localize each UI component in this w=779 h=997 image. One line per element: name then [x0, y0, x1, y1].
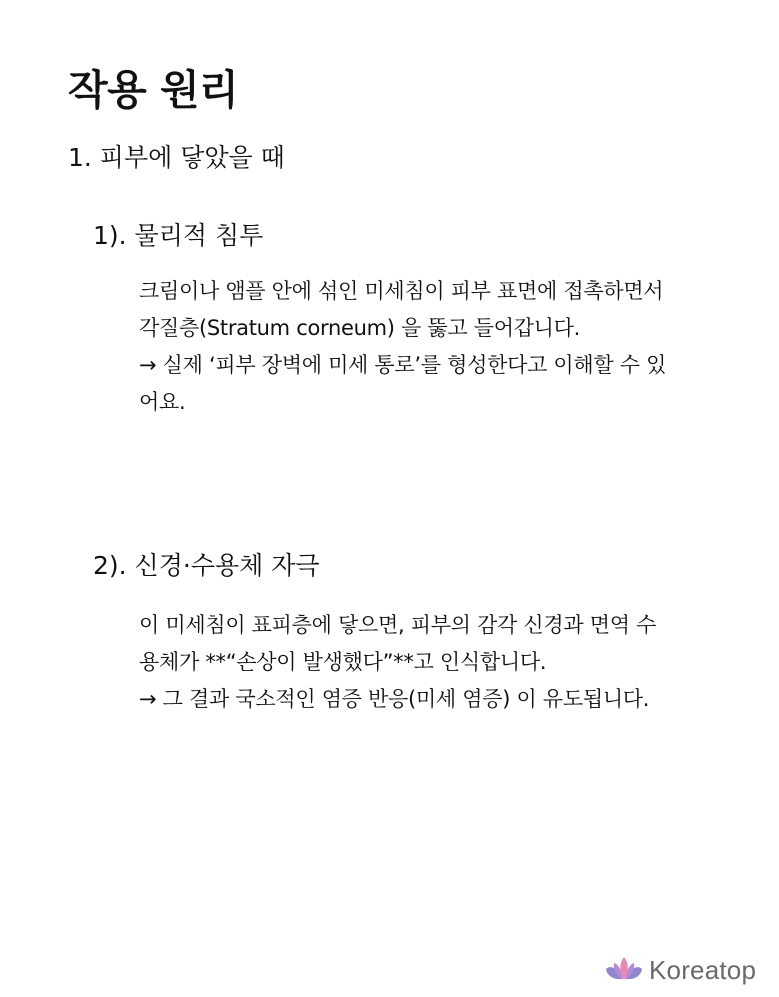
body-line: → 실제 ‘피부 장벽에 미세 통로’를 형성한다고 이해할 수 있: [139, 353, 667, 377]
lotus-icon: [604, 955, 644, 985]
subsection-body-physical-penetration: [139, 273, 759, 421]
logo-text: Koreatop: [649, 955, 757, 985]
body-line: 크림이나 앰플 안에 섞인 미세침이 피부 표면에 접촉하면서: [139, 279, 664, 303]
body-line: 각질층(Stratum corneum) 을 뚫고 들어갑니다.: [139, 316, 581, 340]
koreatop-logo: [604, 953, 756, 987]
body-line: → 그 결과 국소적인 염증 반응(미세 염증) 이 유도됩니다.: [139, 687, 650, 711]
subsection-body-nerve-receptor: [139, 607, 759, 718]
page-title: 작용 원리: [68, 66, 239, 114]
body-line: 이 미세침이 표피층에 닿으면, 피부의 감각 신경과 면역 수: [139, 613, 657, 637]
subsection-heading-nerve-receptor: 2). 신경·수용체 자극: [93, 551, 320, 580]
section-heading: 1. 피부에 닿았을 때: [68, 143, 285, 172]
body-line: 용체가 **“손상이 발생했다”**고 인식합니다.: [139, 650, 547, 674]
subsection-heading-physical-penetration: 1). 물리적 침투: [93, 221, 264, 250]
body-line: 어요.: [139, 390, 186, 414]
